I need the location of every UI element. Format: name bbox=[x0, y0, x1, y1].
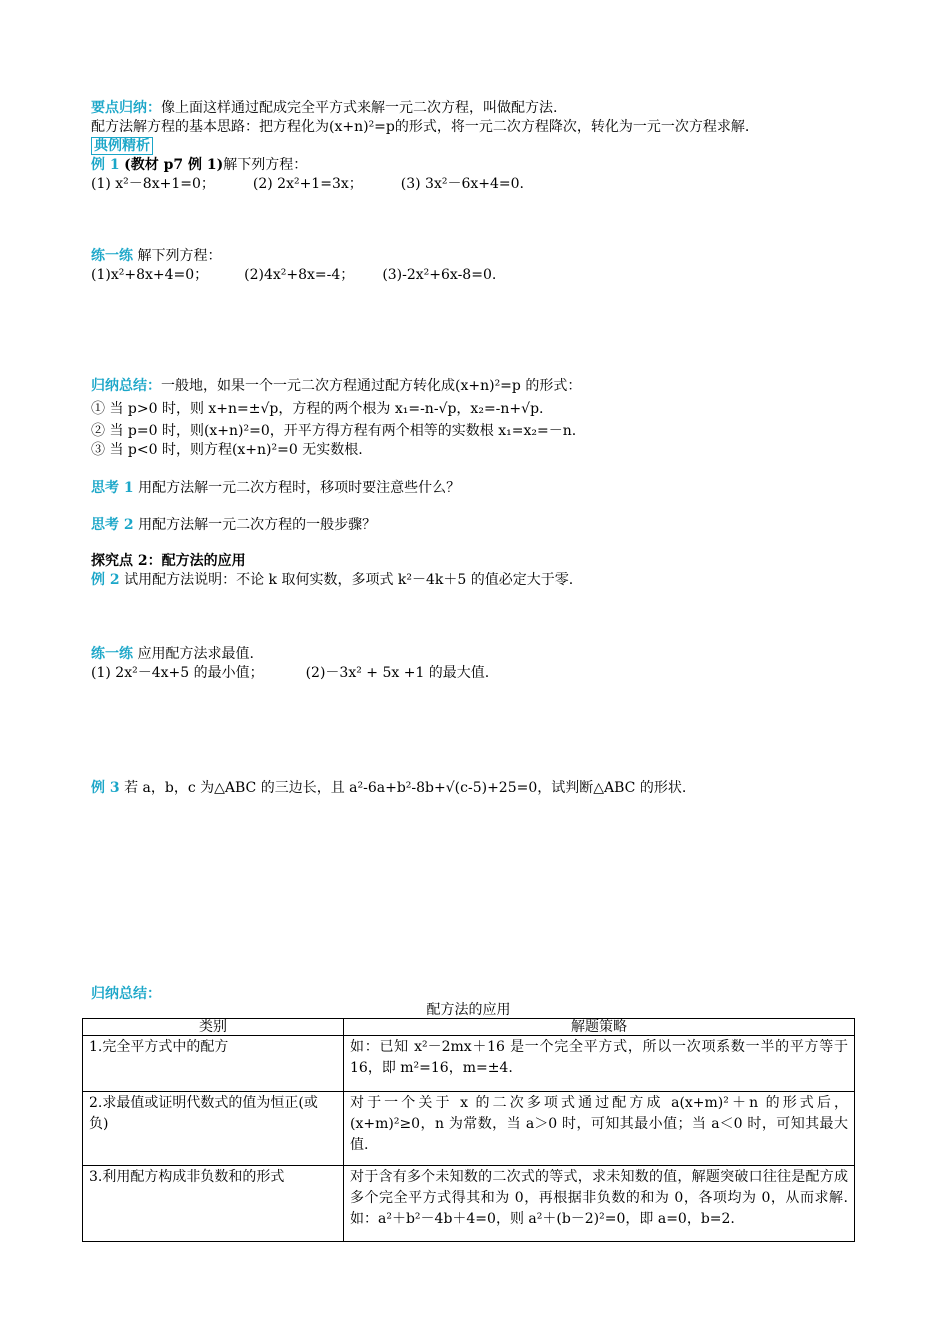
basic-idea: 配方法解方程的基本思路：把方程化为(x+n)²=p的形式，将一元二次方程降次，转化为一元一次方程求解. bbox=[91, 119, 750, 135]
key-point-summary bbox=[91, 99, 557, 117]
example-3-label: 例 3 bbox=[91, 780, 120, 796]
practice-2-item: (1) 2x²－4x+5 的最小值； bbox=[91, 665, 264, 681]
table-cell-strategy: 对于一个关于 x 的二次多项式通过配方成 a(x+m)²＋n 的形式后，(x+m)²≥0，n 为常数，当 a＞0 时，可知其最小值；当 a＜0 时，可知其最大值. bbox=[344, 1092, 855, 1166]
practice-2-label: 练一练 bbox=[91, 646, 133, 662]
summary-1-case-3: ③ 当 p<0 时，则方程(x+n)²=0 无实数根. bbox=[91, 442, 363, 458]
practice-1-item: (2)4x²+8x=-4； bbox=[244, 267, 355, 283]
practice-2-item: (2)－3x² + 5x +1 的最大值. bbox=[305, 665, 490, 681]
table-row bbox=[83, 1166, 855, 1242]
summary-1-label: 归纳总结： bbox=[91, 378, 161, 394]
practice-2 bbox=[91, 645, 254, 663]
example-1-item: (2) 2x²+1=3x； bbox=[252, 176, 363, 192]
practice-2-items bbox=[91, 664, 489, 682]
practice-1-items bbox=[91, 266, 496, 284]
table-cell-strategy: 对于含有多个未知数的二次式的等式，求未知数的值，解题突破口往往是配方成多个完全平方式得其和为 0，再根据非负数的和为 0，各项均为 0，从而求解.如：a²＋b²－4b＋4=0，则 a²＋(b－2)²=0，即 a=0，b=2. bbox=[344, 1166, 855, 1242]
typical-examples-label: 典例精析 bbox=[91, 137, 153, 155]
summary-1-case-1: ① 当 p>0 时，则 x+n=±√p，方程的两个根为 x₁=-n-√p，x₂=-n+√p. bbox=[91, 401, 544, 417]
table-cell-strategy: 如：已知 x²－2mx＋16 是一个完全平方式，所以一次项系数一半的平方等于 16，即 m²=16，m=±4. bbox=[344, 1036, 855, 1092]
example-1-items bbox=[91, 175, 524, 193]
summary-1-text: 一般地，如果一个一元二次方程通过配方转化成(x+n)²=p 的形式： bbox=[161, 378, 582, 394]
table-row bbox=[83, 1036, 855, 1092]
example-2 bbox=[91, 571, 573, 589]
table-row bbox=[83, 1092, 855, 1166]
table-cell-category: 2.求最值或证明代数式的值为恒正(或负) bbox=[83, 1092, 344, 1166]
example-1-source: (教材 p7 例 1) bbox=[124, 157, 224, 173]
summary-2-label: 归纳总结： bbox=[91, 986, 161, 1002]
example-2-label: 例 2 bbox=[91, 572, 120, 588]
think-2 bbox=[91, 516, 376, 534]
practice-1 bbox=[91, 247, 221, 265]
practice-1-label: 练一练 bbox=[91, 248, 133, 264]
think-2-text: 用配方法解一元二次方程的一般步骤？ bbox=[138, 517, 377, 533]
key-point-text: 像上面这样通过配成完全平方式来解一元二次方程，叫做配方法. bbox=[161, 100, 558, 116]
example-3-text: 若 a，b，c 为△ABC 的三边长，且 a²-6a+b²-8b+√(c-5)+25=0，试判断△ABC 的形状. bbox=[124, 780, 687, 796]
example-1 bbox=[91, 156, 307, 174]
table-cell-category: 1.完全平方式中的配方 bbox=[83, 1036, 344, 1092]
practice-1-item: (3)-2x²+6x-8=0. bbox=[382, 267, 497, 283]
table-header-category: 类别 bbox=[83, 1019, 344, 1036]
typical-examples-heading bbox=[91, 137, 153, 155]
explore-2-heading: 探究点 2：配方法的应用 bbox=[91, 553, 246, 569]
think-1 bbox=[91, 479, 460, 497]
summary-1 bbox=[91, 377, 581, 395]
table-caption: 配方法的应用 bbox=[426, 1002, 511, 1018]
practice-1-item: (1)x²+8x+4=0； bbox=[91, 267, 209, 283]
example-3 bbox=[91, 779, 686, 797]
key-point-label: 要点归纳： bbox=[91, 100, 161, 116]
table-header-strategy: 解题策略 bbox=[344, 1019, 855, 1036]
application-table bbox=[82, 1018, 855, 1242]
think-2-label: 思考 2 bbox=[91, 517, 134, 533]
practice-2-text: 应用配方法求最值. bbox=[137, 646, 254, 662]
table-header-row bbox=[83, 1019, 855, 1036]
think-1-text: 用配方法解一元二次方程时，移项时要注意些什么？ bbox=[138, 480, 461, 496]
practice-1-text: 解下列方程： bbox=[137, 248, 222, 264]
table-cell-category: 3.利用配方构成非负数和的形式 bbox=[83, 1166, 344, 1242]
example-2-text: 试用配方法说明：不论 k 取何实数，多项式 k²－4k＋5 的值必定大于零. bbox=[124, 572, 574, 588]
think-1-label: 思考 1 bbox=[91, 480, 134, 496]
example-1-label: 例 1 bbox=[91, 157, 120, 173]
summary-1-case-2: ② 当 p=0 时，则(x+n)²=0，开平方得方程有两个相等的实数根 x₁=x₂=－n. bbox=[91, 423, 577, 439]
example-1-item: (3) 3x²－6x+4=0. bbox=[400, 176, 524, 192]
example-1-item: (1) x²－8x+1=0； bbox=[91, 176, 215, 192]
example-1-text: 解下列方程： bbox=[223, 157, 308, 173]
